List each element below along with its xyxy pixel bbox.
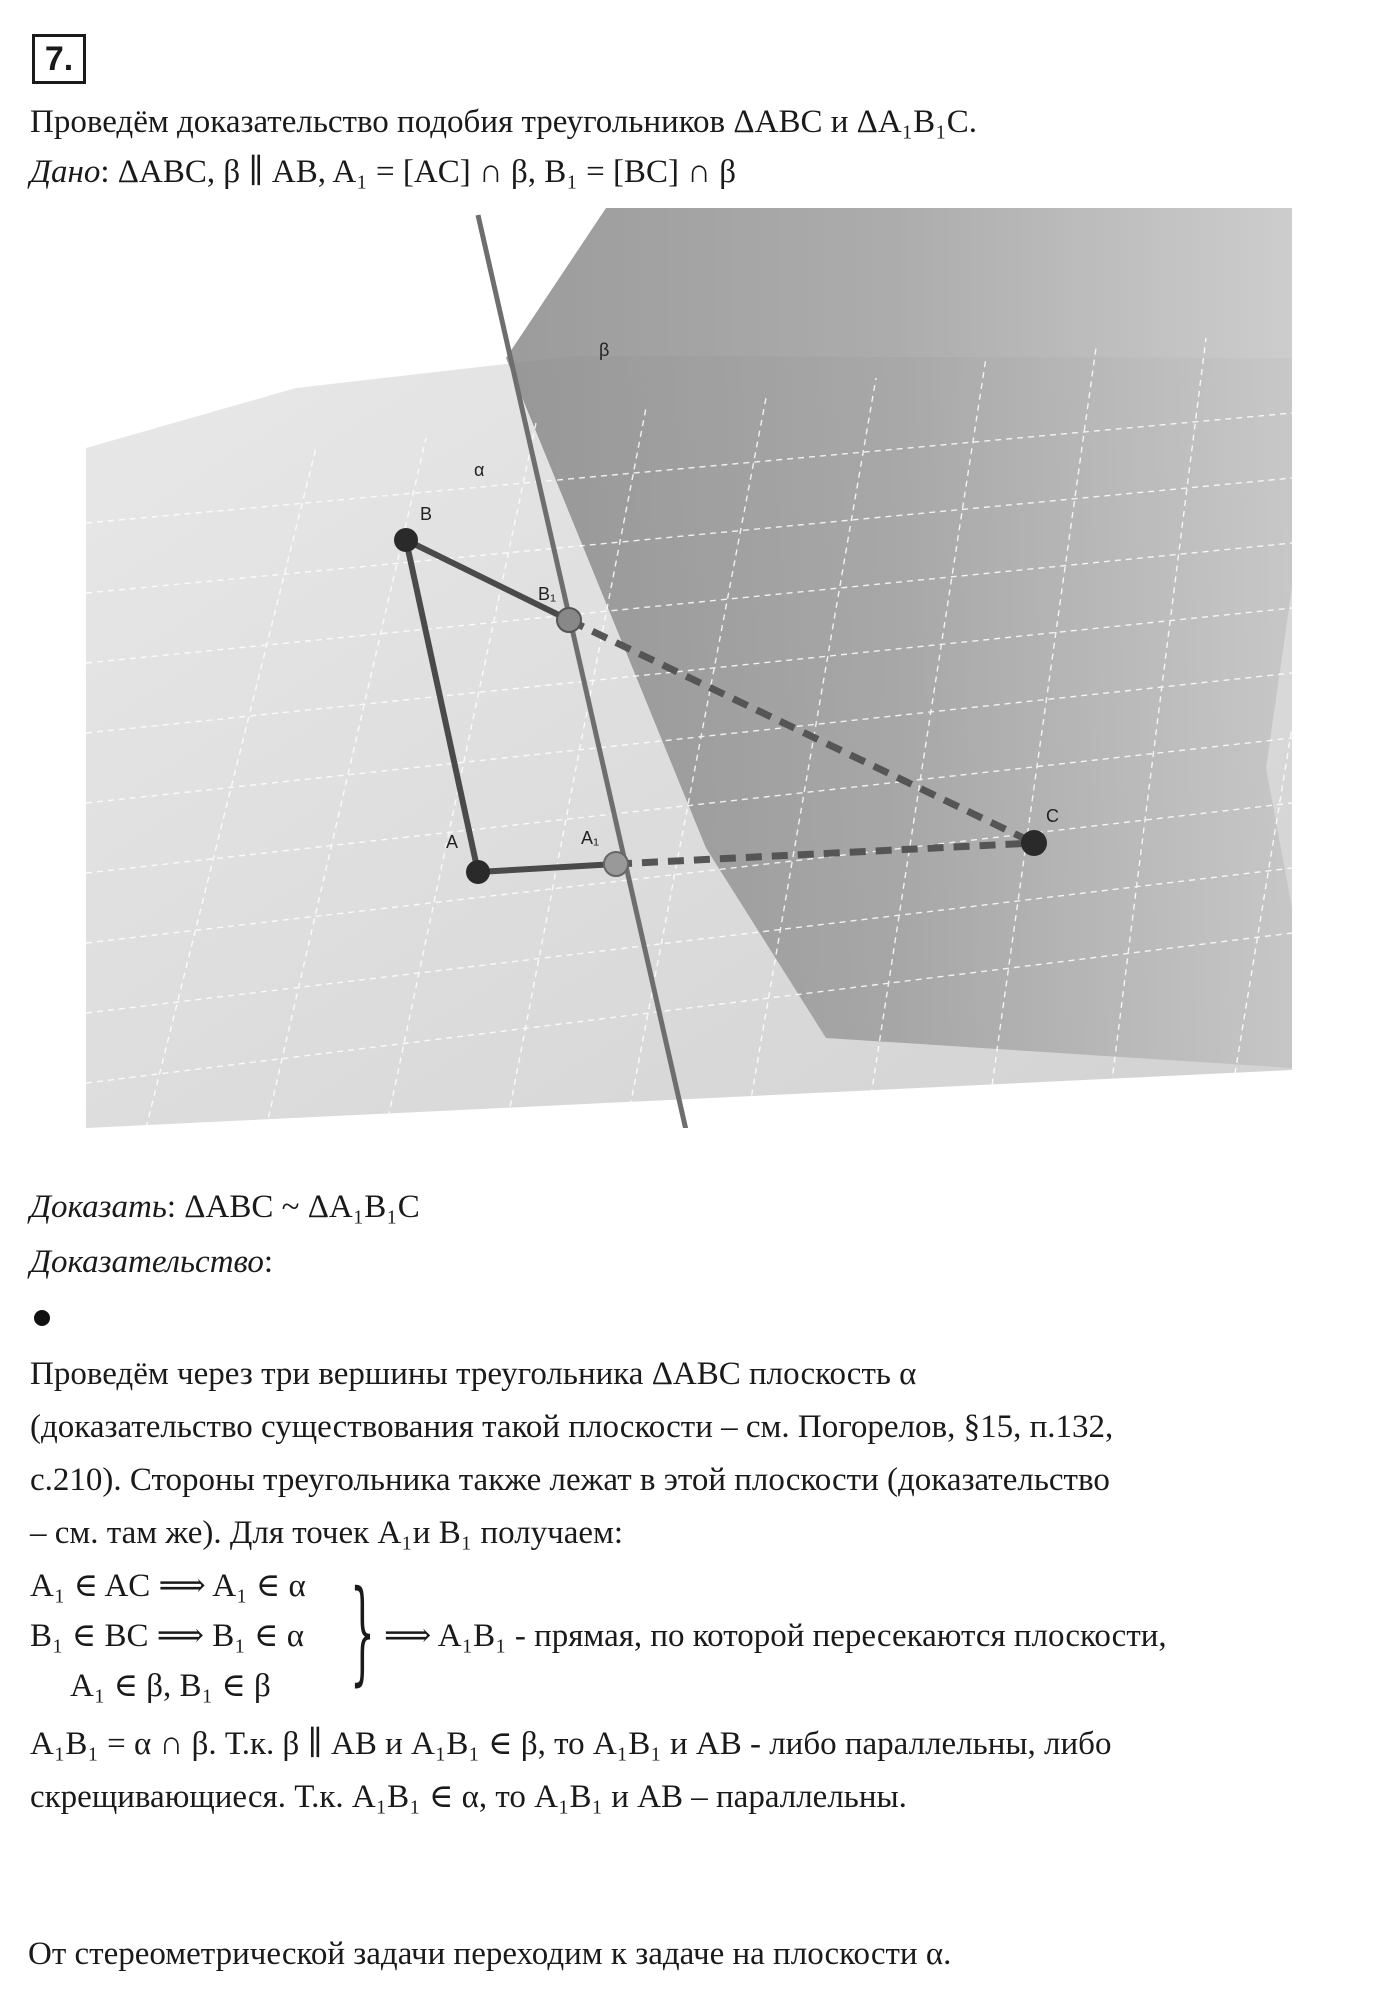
proof-colon: :: [263, 1244, 274, 1280]
point-B1: [557, 608, 581, 632]
point-A: [466, 860, 490, 884]
label-alpha: α: [474, 460, 485, 480]
system-result: ⟹ A₁B₁ - прямая, по которой пересекаются плоскости,: [384, 1618, 1167, 1654]
geometry-figure: [86, 208, 1296, 1128]
proof-label: Доказательство: [30, 1244, 264, 1280]
final-line: От стереометрической задачи переходим к задаче на плоскости α.: [28, 1936, 952, 1972]
system-line-2: B₁ ∈ BC ⟹ B₁ ∈ α: [30, 1618, 305, 1654]
bullet-dot: [34, 1310, 50, 1326]
label-B: B: [420, 504, 433, 524]
prove-text: : ΔABC ~ ΔA₁B₁C: [166, 1189, 420, 1225]
proof-line: [30, 1240, 273, 1284]
point-B: [394, 528, 418, 552]
conclusion-line-2: скрещивающиеся. Т.к. A₁B₁ ∈ α, то A₁B₁ и AB – параллельны.: [30, 1779, 907, 1815]
proof-para-3: с.210). Стороны треугольника также лежат в этой плоскости (доказательство: [30, 1462, 1110, 1498]
label-A: A: [446, 832, 459, 852]
point-A1: [604, 852, 628, 876]
given-text: : ΔABC, β ∥ AB, A₁ = [AC] ∩ β, B₁ = [BC] ∩ β: [100, 154, 737, 190]
label-A1: A₁: [581, 828, 600, 848]
conclusion-line-1: A₁B₁ = α ∩ β. Т.к. β ∥ AB и A₁B₁ ∈ β, то A₁B₁ и AB - либо параллельны, либо: [30, 1726, 1112, 1762]
proof-para-4: – см. там же). Для точек A₁и B₁ получаем:: [30, 1515, 624, 1551]
point-C: [1021, 830, 1047, 856]
given-label: Дано: [30, 154, 101, 190]
prove-label: Доказать: [30, 1189, 167, 1225]
system-line-1: A₁ ∈ AC ⟹ A₁ ∈ α: [30, 1568, 306, 1604]
proof-para-1: Проведём через три вершины треугольника ΔABC плоскость α: [30, 1356, 917, 1392]
label-C: C: [1046, 806, 1059, 826]
system-line-3: A₁ ∈ β, B₁ ∈ β: [70, 1668, 271, 1704]
given-line: [30, 150, 736, 194]
intro-line: Проведём доказательство подобия треугольников ΔABC и ΔA₁B₁C.: [30, 104, 977, 140]
task-number: 7.: [32, 34, 86, 84]
proof-para-2: (доказательство существования такой плоскости – см. Погорелов, §15, п.132,: [30, 1409, 1114, 1445]
label-B1: B₁: [538, 584, 557, 604]
system-brace: }: [350, 1567, 375, 1697]
prove-line: [30, 1185, 420, 1229]
label-beta: β: [599, 340, 610, 360]
